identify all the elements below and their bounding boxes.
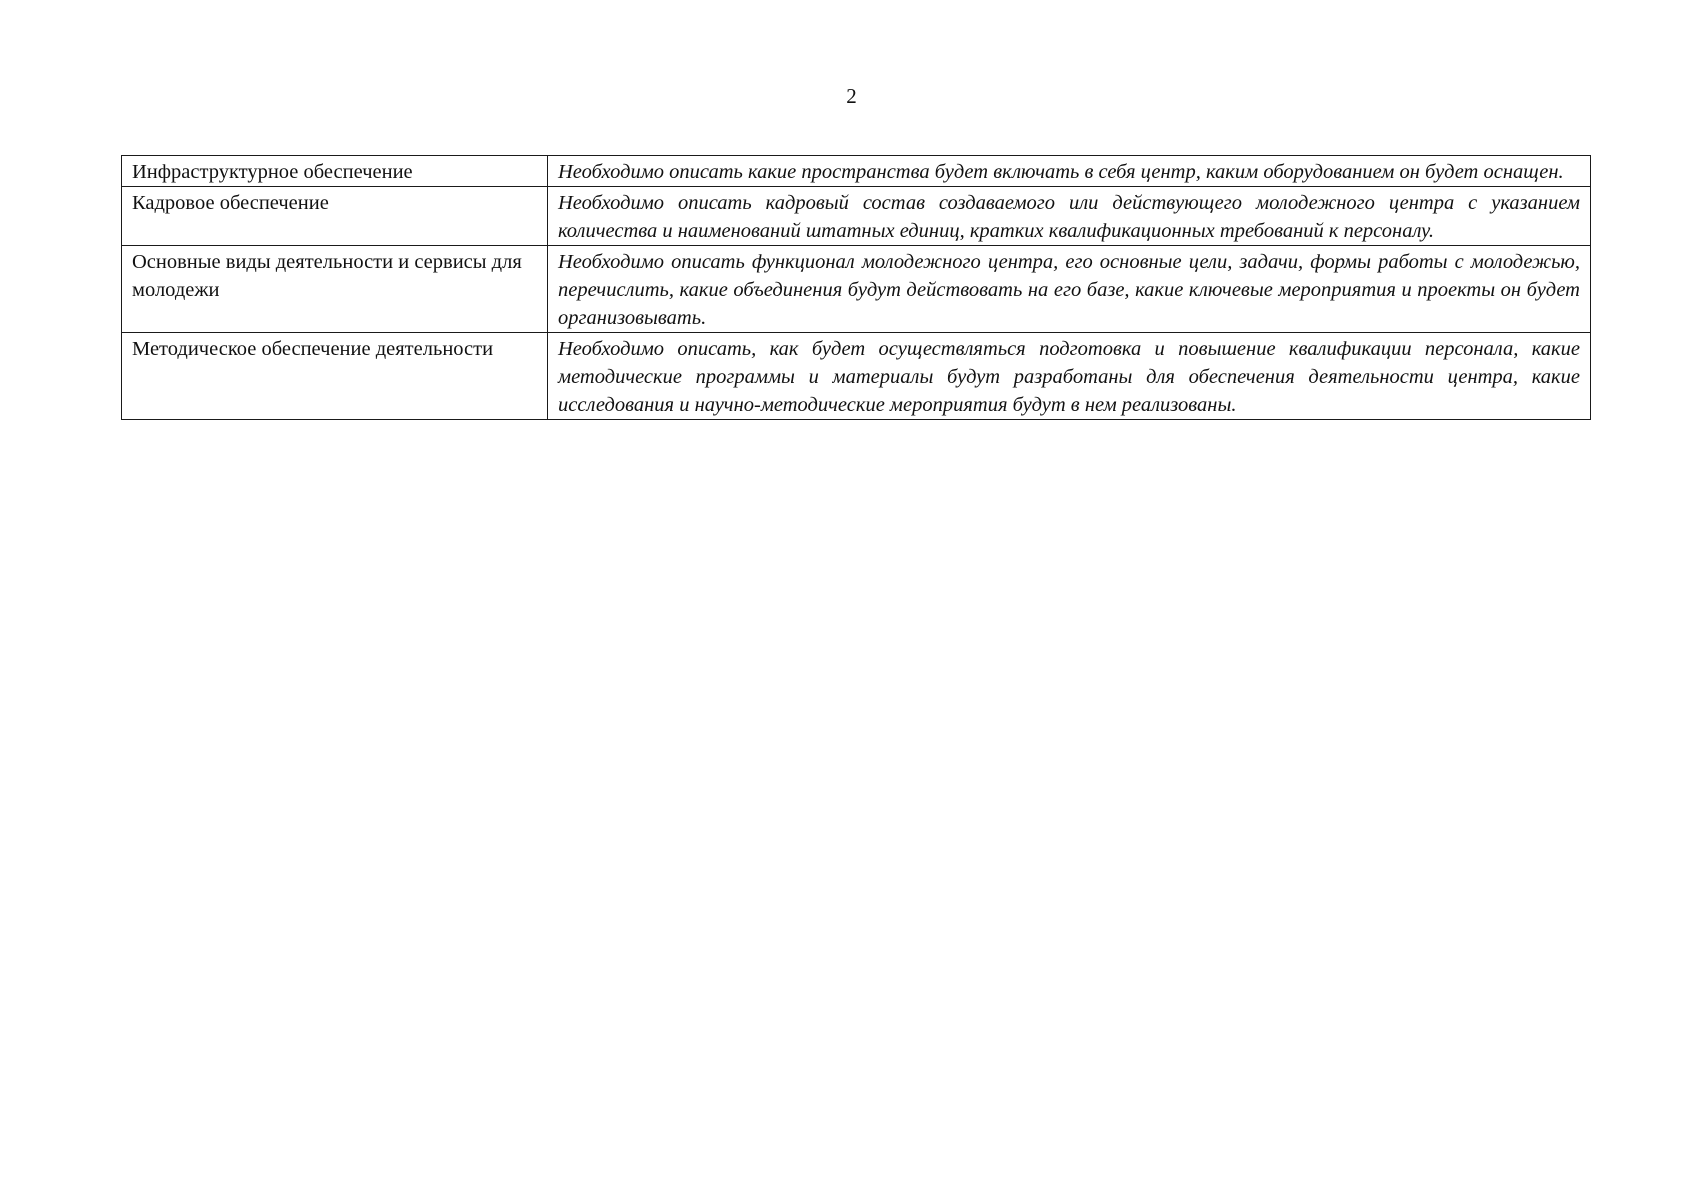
row-description: Необходимо описать какие пространства будет включать в себя центр, каким оборудованием он будет оснащен.: [548, 156, 1591, 187]
row-description: Необходимо описать кадровый состав создаваемого или действующего молодежного центра с указанием количества и наименований штатных единиц, кратких квалификационных требований к персоналу.: [548, 187, 1591, 246]
row-label: Методическое обеспечение деятельности: [122, 333, 548, 420]
row-description: Необходимо описать функционал молодежного центра, его основные цели, задачи, формы работы с молодежью, перечислить, какие объединения будут действовать на его базе, какие ключевые мероприятия и проекты он будет организовывать.: [548, 246, 1591, 333]
row-label: Кадровое обеспечение: [122, 187, 548, 246]
table-row: [122, 187, 1591, 246]
table-row: [122, 333, 1591, 420]
requirements-table: [121, 155, 1591, 420]
table-row: [122, 246, 1591, 333]
page-number: 2: [846, 84, 857, 108]
table-row: [122, 156, 1591, 187]
row-description: Необходимо описать, как будет осуществляться подготовка и повышение квалификации персонала, какие методические программы и материалы будут разработаны для обеспечения деятельности центра, какие исследования и научно-методические мероприятия будут в нем реализованы.: [548, 333, 1591, 420]
row-label: Основные виды деятельности и сервисы для молодежи: [122, 246, 548, 333]
row-label: Инфраструктурное обеспечение: [122, 156, 548, 187]
